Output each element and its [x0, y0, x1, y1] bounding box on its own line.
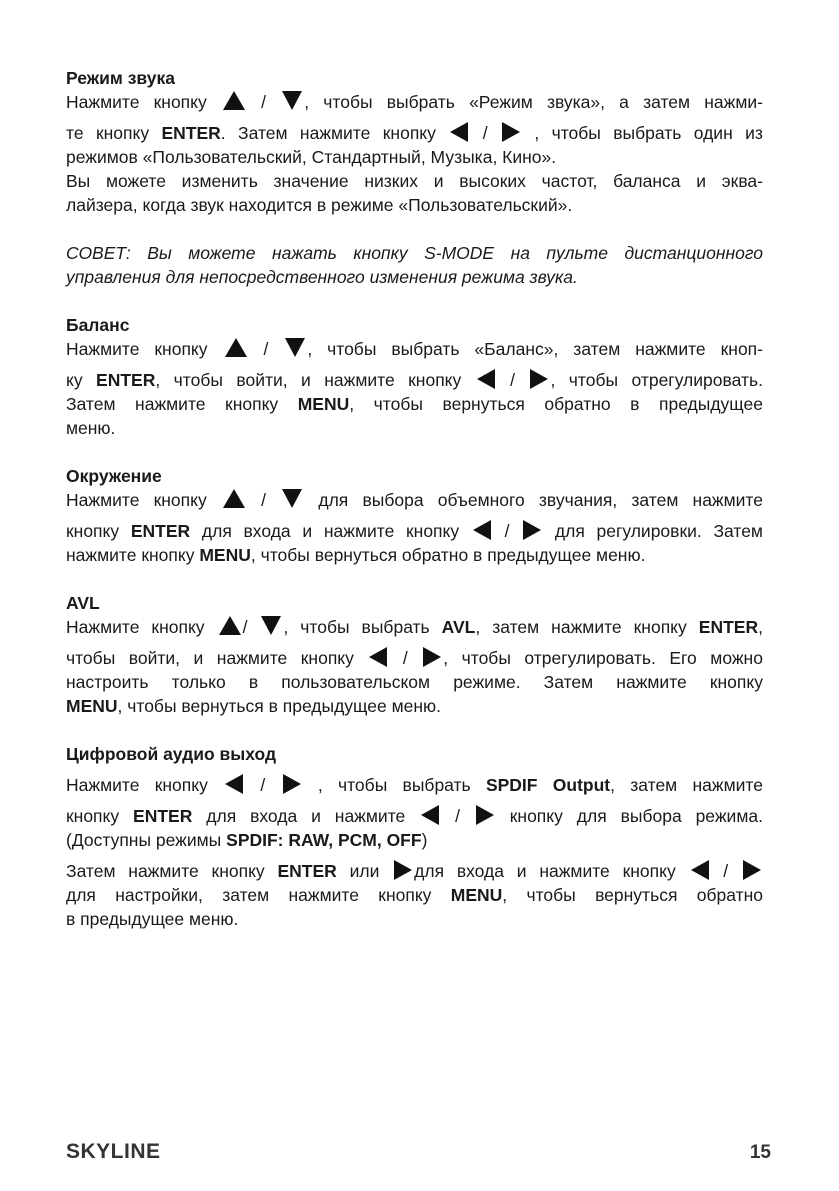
text-line: Нажмите кнопку / , чтобы выбрать AVL, затем нажмите кнопку ENTER,	[66, 617, 763, 637]
left-arrow-icon	[225, 774, 243, 794]
text-line: кнопку ENTER для входа и нажмите кнопку / для регулировки. Затем	[66, 521, 763, 541]
section-heading: Баланс	[66, 315, 130, 335]
right-arrow-icon	[502, 122, 520, 142]
down-arrow-icon	[285, 338, 305, 357]
section-digital-audio-out	[66, 742, 763, 931]
down-arrow-icon	[282, 489, 302, 508]
text-line: для настройки, затем нажмите кнопку MENU, чтобы вернуться обратно	[66, 885, 763, 905]
right-arrow-icon	[530, 369, 548, 389]
right-arrow-icon	[283, 774, 301, 794]
section-avl	[66, 591, 763, 718]
left-arrow-icon	[369, 647, 387, 667]
left-arrow-icon	[421, 805, 439, 825]
left-arrow-icon	[691, 860, 709, 880]
manual-page-content	[66, 66, 763, 931]
text-line: в предыдущее меню.	[66, 909, 239, 929]
text-line: Нажмите кнопку / , чтобы выбрать «Режим звука», а затем нажми-	[66, 92, 763, 112]
text-line: нажмите кнопку MENU, чтобы вернуться обратно в предыдущее меню.	[66, 545, 646, 565]
brand-logo: SKYLINE	[66, 1140, 161, 1163]
text-line: (Доступны режимы SPDIF: RAW, PCM, OFF)	[66, 830, 428, 850]
text-line: MENU, чтобы вернуться в предыдущее меню.	[66, 696, 441, 716]
up-arrow-icon	[225, 338, 247, 357]
tip-line: управления для непосредственного изменения режима звука.	[66, 267, 578, 287]
section-heading: Окружение	[66, 466, 162, 486]
text-line: меню.	[66, 418, 116, 438]
text-line: ку ENTER, чтобы войти, и нажмите кнопку / , чтобы отрегулировать.	[66, 370, 763, 390]
down-arrow-icon	[261, 616, 281, 635]
left-arrow-icon	[473, 520, 491, 540]
text-line: Затем нажмите кнопку MENU, чтобы вернуться обратно в предыдущее	[66, 394, 763, 414]
section-sound-mode	[66, 66, 763, 289]
tip-line: СОВЕТ: Вы можете нажать кнопку S-MODE на пульте дистанционного	[66, 243, 763, 263]
page-number: 15	[749, 1142, 771, 1163]
text-line: лайзера, когда звук находится в режиме «Пользовательский».	[66, 195, 573, 215]
section-heading: Режим звука	[66, 68, 175, 88]
text-line: те кнопку ENTER. Затем нажмите кнопку / , чтобы выбрать один из	[66, 123, 763, 143]
text-line: Нажмите кнопку / , чтобы выбрать SPDIF Output, затем нажмите	[66, 775, 763, 795]
up-arrow-icon	[219, 616, 241, 635]
text-line: чтобы войти, и нажмите кнопку / , чтобы отрегулировать. Его можно	[66, 648, 763, 668]
left-arrow-icon	[450, 122, 468, 142]
text-line: Вы можете изменить значение низких и высоких частот, баланса и эква-	[66, 171, 763, 191]
section-heading: Цифровой аудио выход	[66, 744, 277, 764]
text-line: кнопку ENTER для входа и нажмите / кнопку для выбора режима.	[66, 806, 763, 826]
text-line: Нажмите кнопку / для выбора объемного звучания, затем нажмите	[66, 490, 763, 510]
section-surround	[66, 464, 763, 567]
right-arrow-icon	[476, 805, 494, 825]
section-heading: AVL	[66, 593, 100, 613]
up-arrow-icon	[223, 489, 245, 508]
text-line: настроить только в пользовательском режиме. Затем нажмите кнопку	[66, 672, 763, 692]
up-arrow-icon	[223, 91, 245, 110]
text-line: Затем нажмите кнопку ENTER или для входа и нажмите кнопку /	[66, 859, 763, 883]
text-line: Нажмите кнопку / , чтобы выбрать «Баланс», затем нажмите кноп-	[66, 339, 763, 359]
right-arrow-icon	[423, 647, 441, 667]
right-arrow-icon	[394, 860, 412, 880]
text-line: режимов «Пользовательский, Стандартный, Музыка, Кино».	[66, 147, 557, 167]
right-arrow-icon	[743, 860, 761, 880]
right-arrow-icon	[523, 520, 541, 540]
left-arrow-icon	[477, 369, 495, 389]
section-balance	[66, 313, 763, 440]
down-arrow-icon	[282, 91, 302, 110]
